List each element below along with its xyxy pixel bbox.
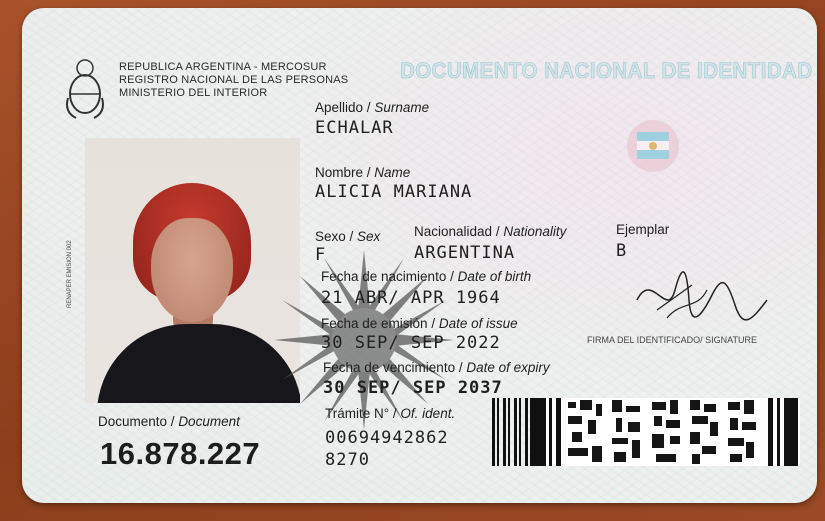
birth-value: 21 ABR/ APR 1964 (321, 288, 501, 308)
flag-emblem-icon (625, 118, 681, 174)
name-label: Nombre / Name (315, 165, 411, 180)
tramite-number: 00694942862 (325, 428, 449, 448)
document-number: 16.878.227 (100, 436, 261, 471)
holder-photo (85, 138, 300, 403)
nationality-label: Nacionalidad / Nationality (414, 224, 567, 239)
document-label: Documento / Document (98, 414, 240, 429)
photo-side-text: RENAPER EMISION 002 (67, 240, 73, 308)
name-value: ALICIA MARIANA (315, 182, 473, 202)
surname-value: ECHALAR (315, 118, 394, 138)
nationality-value: ARGENTINA (414, 243, 516, 263)
birth-label: Fecha de nacimiento / Date of birth (321, 269, 532, 284)
header-line-2: REGISTRO NACIONAL DE LAS PERSONAS (119, 74, 349, 86)
header-line-3: MINISTERIO DEL INTERIOR (119, 87, 268, 99)
expiry-label: Fecha de vencimiento / Date of expiry (323, 360, 550, 375)
tramite-label: Trámite N° / Of. ident. (325, 406, 456, 421)
signature-icon (627, 260, 777, 330)
expiry-value: 30 SEP/ SEP 2037 (323, 378, 503, 398)
signature-label: FIRMA DEL IDENTIFICADO/ SIGNATURE (587, 335, 758, 345)
issue-value: 30 SEP/ SEP 2022 (321, 333, 501, 353)
surname-label: Apellido / Surname (315, 100, 430, 115)
barcode-icon (492, 398, 532, 466)
sex-value: F (315, 245, 327, 265)
coat-of-arms-icon (62, 54, 108, 122)
tramite-code: 8270 (325, 450, 370, 470)
copy-label: Ejemplar (616, 222, 670, 237)
header-line-1: REPUBLICA ARGENTINA - MERCOSUR (119, 61, 327, 73)
issue-label: Fecha de emisión / Date of issue (321, 316, 518, 331)
id-card (22, 8, 817, 503)
pdf417-icon (532, 398, 800, 466)
copy-value: B (616, 241, 628, 261)
document-title: DOCUMENTO NACIONAL DE IDENTIDAD (400, 58, 813, 83)
sex-label: Sexo / Sex (315, 229, 381, 244)
